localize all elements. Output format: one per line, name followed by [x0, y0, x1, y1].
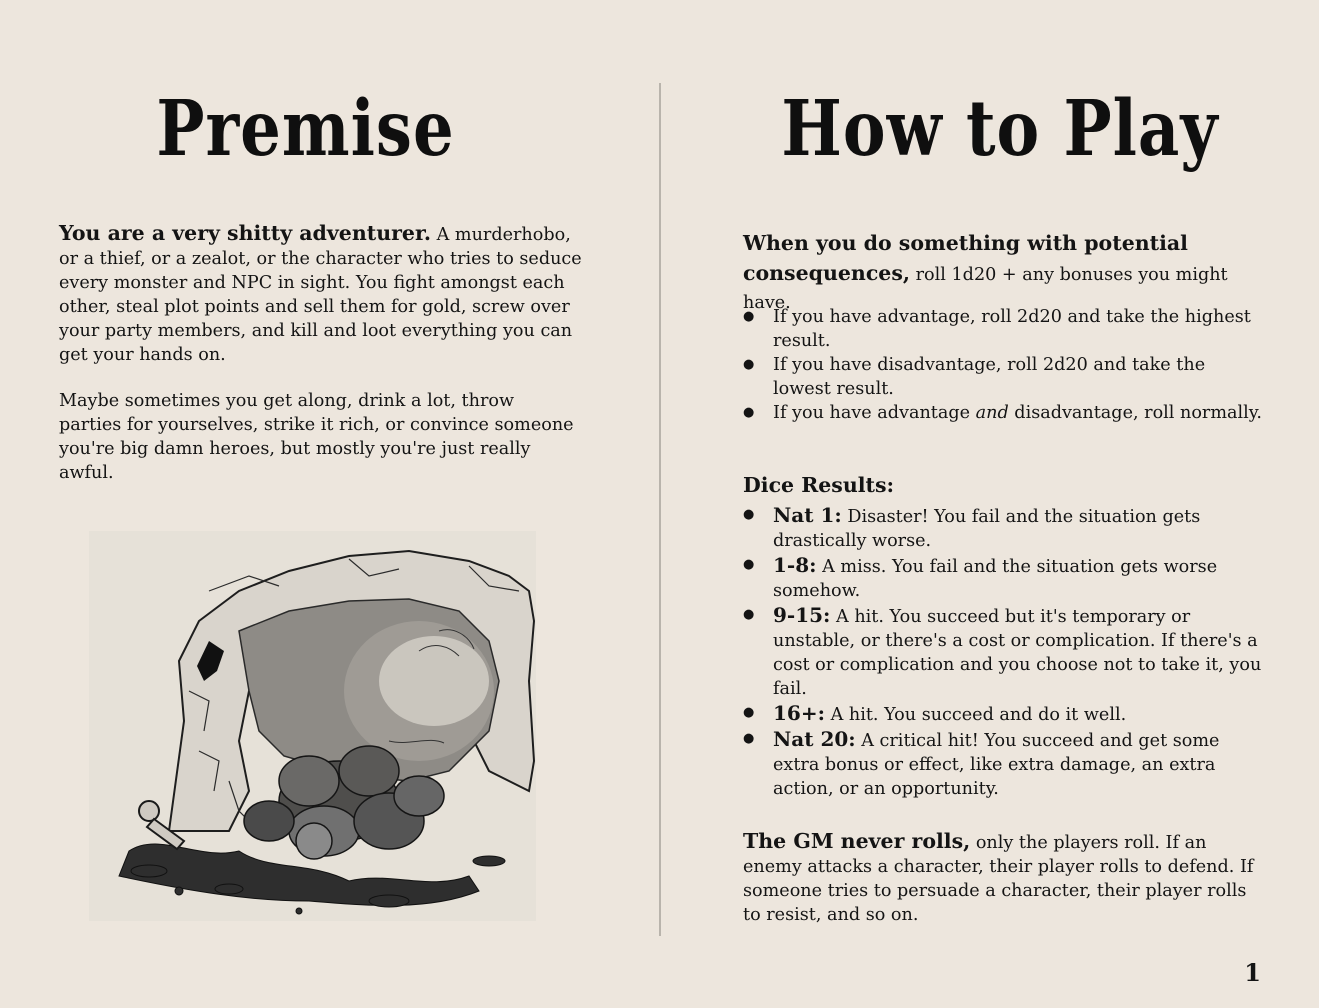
dice-label: Nat 20:	[773, 727, 856, 751]
dice-label: 16+:	[773, 701, 825, 725]
list-item	[743, 305, 1263, 353]
cave-slime-illustration	[89, 531, 536, 921]
gm-paragraph	[743, 829, 1258, 927]
premise-lead: You are a very shitty adventurer.	[59, 221, 432, 245]
dice-text: Disaster! You fail and the situation gets drastically worse.	[773, 507, 1201, 551]
consequences-paragraph	[743, 229, 1263, 317]
advantage-text: If you have advantage, roll 2d20 and take the highest result.	[773, 307, 1251, 351]
dice-label: 9-15:	[773, 603, 831, 627]
gm-lead: The GM never rolls,	[743, 829, 971, 853]
premise-paragraph-1	[59, 221, 589, 367]
premise-paragraph-2: Maybe sometimes you get along, drink a lot, throw parties for yourselves, strike it rich, or convince someone you're big damn heroes, but mostly you're just really awful.	[59, 391, 574, 483]
list-item	[743, 401, 1263, 425]
premise-title: Premise	[156, 84, 455, 174]
both-text-em: and	[975, 403, 1009, 423]
premise-body: A murderhobo, or a thief, or a zealot, or the character who tries to seduce every monster and NPC in sight. You fight amongst each other, steal plot points and sell them for gold, screw over your party members, and kill and loot everything you can get your hands on.	[59, 225, 582, 365]
both-text-pre: If you have advantage	[773, 403, 976, 423]
dice-text: A hit. You succeed and do it well.	[824, 705, 1127, 725]
consequences-body: roll 1d20 + any bonuses you might have.	[743, 265, 1228, 313]
both-text-post: disadvantage, roll normally.	[1008, 403, 1262, 423]
how-to-play-title: How to Play	[781, 84, 1219, 174]
dice-results-list	[743, 503, 1263, 801]
dice-results-heading: Dice Results:	[743, 473, 895, 497]
right-page	[661, 0, 1319, 1008]
page-number: 1	[1244, 958, 1261, 987]
dice-text: A miss. You fail and the situation gets worse somehow.	[773, 557, 1218, 601]
list-item	[743, 503, 1263, 553]
list-item	[743, 353, 1263, 401]
disadvantage-text: If you have disadvantage, roll 2d20 and take the lowest result.	[773, 355, 1206, 399]
list-item	[743, 727, 1263, 801]
dice-text: A critical hit! You succeed and get some extra bonus or effect, like extra damage, an extra action, or an opportunity.	[773, 731, 1220, 799]
advantage-list	[743, 305, 1263, 425]
list-item	[743, 553, 1263, 603]
dice-label: 1-8:	[773, 553, 817, 577]
dice-label: Nat 1:	[773, 503, 842, 527]
consequences-lead: When you do something with potential consequences,	[743, 231, 1188, 285]
dice-text: A hit. You succeed but it's temporary or unstable, or there's a cost or complication. If there's a cost or complication and you choose not to take it, you fail.	[773, 607, 1262, 699]
left-page	[0, 0, 659, 1008]
gm-body: only the players roll. If an enemy attacks a character, their player rolls to defend. If someone tries to persuade a character, their player rolls to resist, and so on.	[743, 833, 1254, 925]
list-item	[743, 603, 1263, 701]
list-item	[743, 701, 1263, 727]
